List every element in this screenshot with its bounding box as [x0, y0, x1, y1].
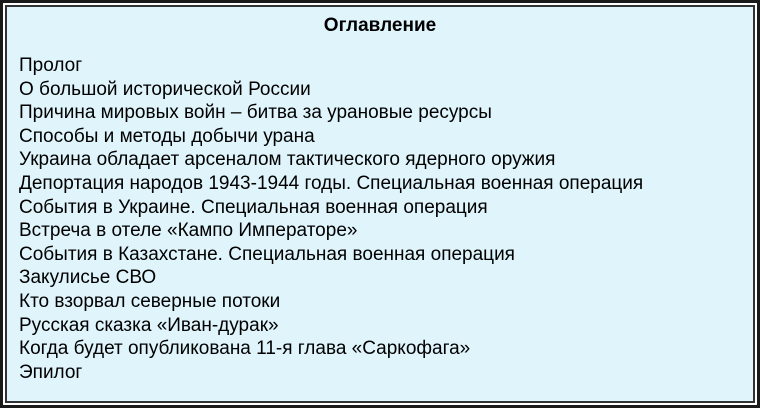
- toc-item-sarcophagus-chapter-11: Когда будет опубликована 11-я глава «Саркофага»: [19, 338, 471, 360]
- toc-item-meeting-campo-imperatore: Встреча в отеле «Кампо Императоре»: [19, 220, 358, 242]
- toc-list: [19, 54, 741, 384]
- toc-item-prologue: Пролог: [19, 55, 83, 76]
- toc-panel: [5, 5, 755, 403]
- toc-item-cause-of-world-wars: Причина мировых войн – битва за урановые ресурсы: [19, 102, 492, 124]
- toc-item-events-in-ukraine: События в Украине. Специальная военная операция: [19, 196, 488, 218]
- toc-item-russian-fairy-tale: Русская сказка «Иван-дурак»: [19, 314, 279, 336]
- toc-item-behind-the-scenes-svo: Закулисье СВО: [19, 267, 157, 289]
- toc-item-events-in-kazakhstan: События в Казахстане. Специальная военная операция: [19, 243, 515, 265]
- toc-item-uranium-mining-methods: Способы и методы добычи урана: [19, 125, 315, 147]
- toc-title: Оглавление: [323, 15, 437, 36]
- toc-item-ukraine-tactical-nuclear-arsenal: Украина обладает арсеналом тактического ядерного оружия: [19, 149, 556, 171]
- toc-item-deportation-of-peoples: Депортация народов 1943-1944 годы. Специальная военная операция: [19, 172, 644, 194]
- toc-item-great-historical-russia: О большой исторической России: [19, 78, 311, 100]
- toc-item-epilogue: Эпилог: [19, 361, 83, 383]
- toc-item-nord-stream: Кто взорвал северные потоки: [19, 290, 281, 312]
